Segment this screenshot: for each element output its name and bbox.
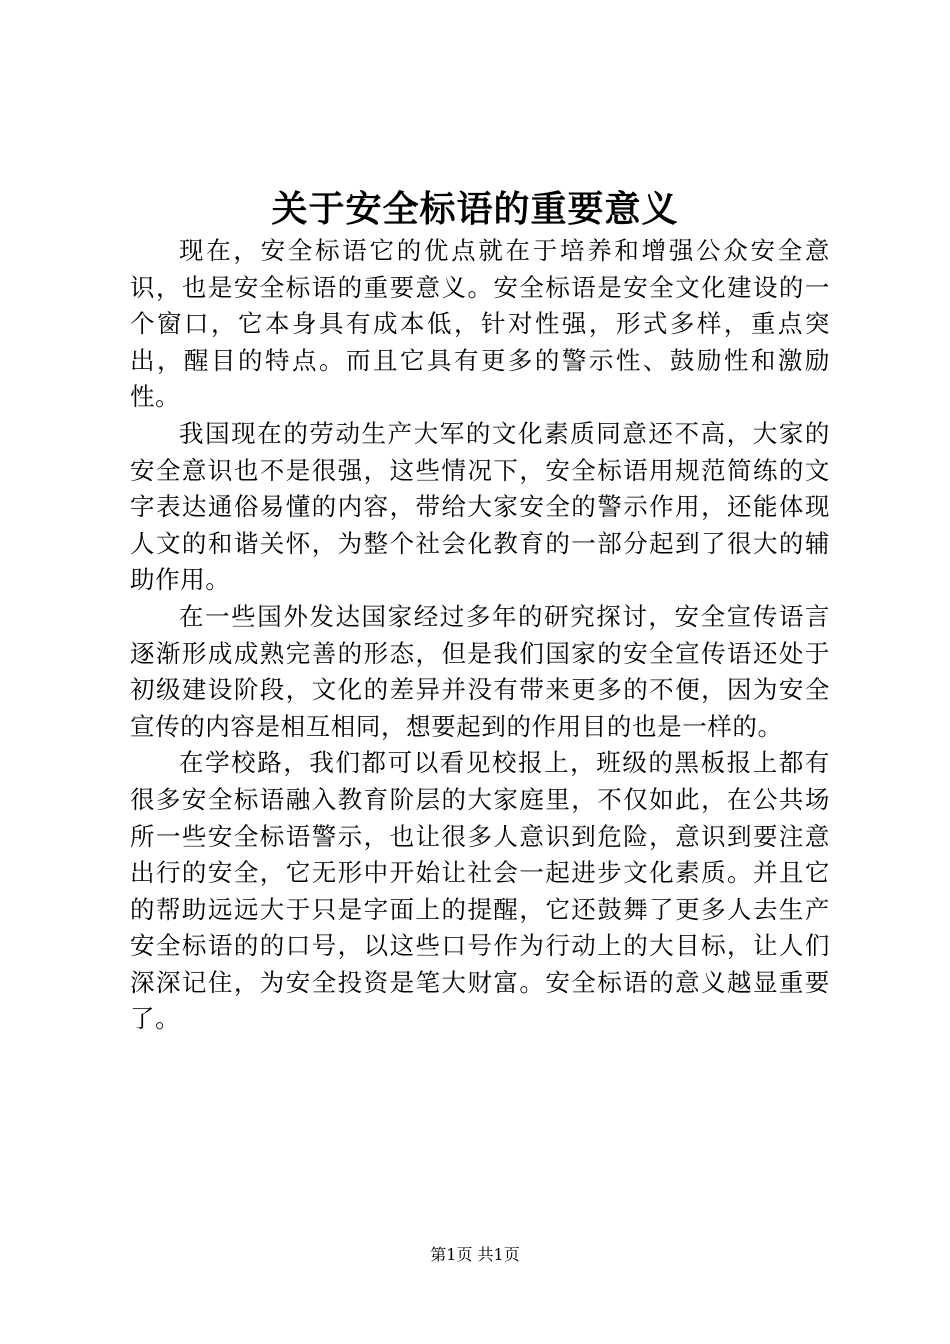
- paragraph: 在一些国外发达国家经过多年的研究探讨，安全宣传语言逐渐形成成熟完善的形态，但是我们国家的安全宣传语还处于初级建设阶段，文化的差异并没有带来更多的不便，因为安全宣传的内容是相互相同，想要起到的作用目的也是一样的。: [130, 601, 830, 741]
- page-footer: 第1页 共1页: [430, 1245, 520, 1264]
- paragraph: 我国现在的劳动生产大军的文化素质同意还不高，大家的安全意识也不是很强，这些情况下，安全标语用规范简练的文字表达通俗易懂的内容，带给大家安全的警示作用，还能体现人文的和谐关怀，为整个社会化教育的一部分起到了很大的辅助作用。: [130, 418, 830, 595]
- document-body: [130, 233, 830, 1038]
- paragraph: 现在，安全标语它的优点就在于培养和增强公众安全意识，也是安全标语的重要意义。安全标语是安全文化建设的一个窗口，它本身具有成本低，针对性强，形式多样，重点突出，醒目的特点。而且它具有更多的警示性、鼓励性和激励性。: [130, 236, 830, 412]
- document-title: 关于安全标语的重要意义: [271, 188, 679, 230]
- paragraph: 在学校路，我们都可以看见校报上，班级的黑板报上都有很多安全标语融入教育阶层的大家庭里，不仅如此，在公共场所一些安全标语警示，也让很多人意识到危险，意识到要注意出行的安全，它无形中开始让社会一起进步文化素质。并且它的帮助远远大于只是字面上的提醒，它还鼓舞了更多人去生产安全标语的的口号，以这些口号作为行动上的大目标，让人们深深记住，为安全投资是笔大财富。安全标语的意义越显重要了。: [130, 748, 830, 1034]
